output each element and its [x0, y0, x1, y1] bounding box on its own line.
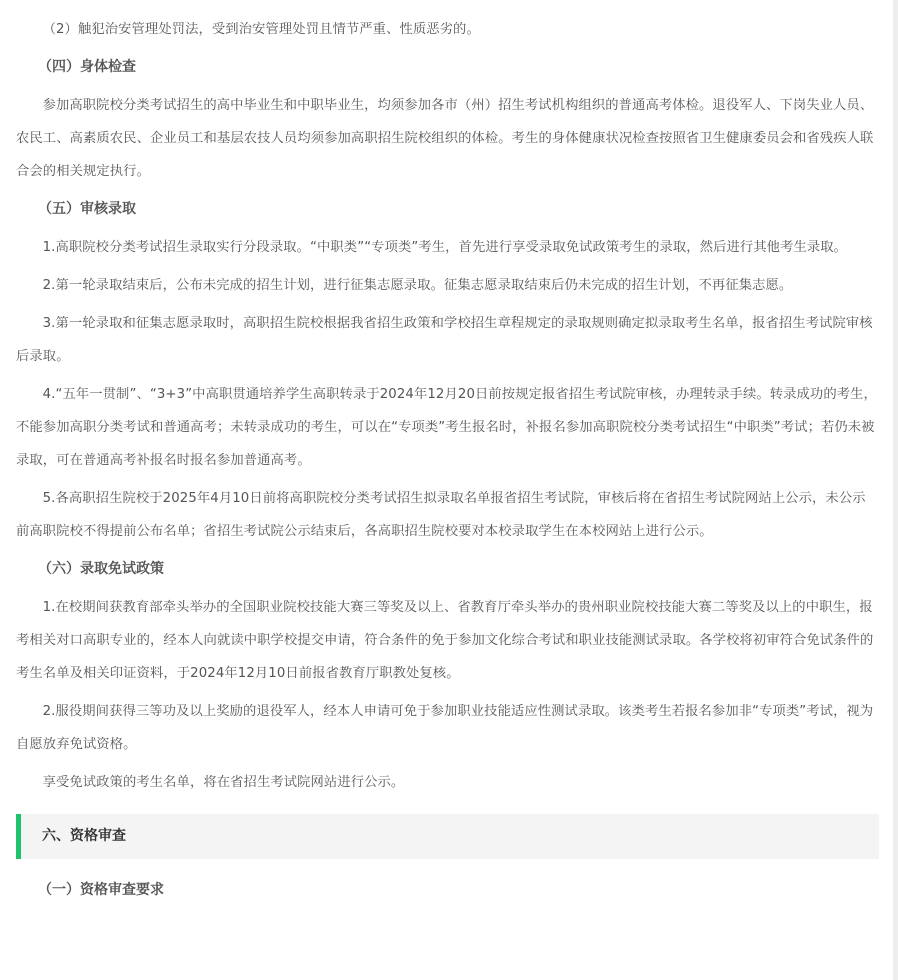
paragraph-admission-5: 5.各高职招生院校于2025年4月10日前将高职院校分类考试招生拟录取名单报省招生考试院，审核后将在省招生考试院网站上公示，未公示前高职院校不得提前公布名单；省招生考试院公示结束后，各高职招生院校要对本校录取学生在本校网站上进行公示。	[16, 491, 866, 539]
scrollbar-track	[893, 0, 898, 980]
paragraph-public-security: （2）触犯治安管理处罚法，受到治安管理处罚且情节严重、性质恶劣的。	[42, 22, 480, 37]
subheading-physical-exam: （四）身体检查	[38, 59, 136, 75]
paragraph-admission-4: 4.“五年一贯制”、“3+3”中高职贯通培养学生高职转录于2024年12月20日前按规定报省招生考试院审核，办理转录手续。转录成功的考生，不能参加高职分类考试和普通高考；未转录成功的考生，可以在“专项类”考生报名时，补报名参加高职院校分类考试招生“中职类”考试；若仍未被录取，可在普通高考补报名时报名参加普通高考。	[16, 387, 877, 468]
subheading-exemption: （六）录取免试政策	[38, 561, 164, 577]
subheading-review-admission: （五）审核录取	[38, 201, 136, 217]
subheading-qualification-requirements: （一）资格审查要求	[38, 882, 164, 898]
paragraph-physical-exam: 参加高职院校分类考试招生的高中毕业生和中职毕业生，均须参加各市（州）招生考试机构组织的普通高考体检。退役军人、下岗失业人员、农民工、高素质农民、企业员工和基层农技人员均须参加高职招生院校组织的体检。考生的身体健康状况检查按照省卫生健康委员会和省残疾人联合会的相关规定执行。	[16, 98, 874, 179]
section-accent-bar	[16, 814, 21, 859]
paragraph-admission-2: 2.第一轮录取结束后，公布未完成的招生计划，进行征集志愿录取。征集志愿录取结束后仍未完成的招生计划，不再征集志愿。	[42, 278, 793, 293]
paragraph-exemption-1: 1.在校期间获教育部牵头举办的全国职业院校技能大赛三等奖及以上、省教育厅牵头举办的贵州职业院校技能大赛二等奖及以上的中职生，报考相关对口高职专业的，经本人向就读中职学校提交申请，符合条件的免于参加文化综合考试和职业技能测试录取。各学校将初审符合免试条件的考生名单及相关印证资料，于2024年12月10日前报省教育厅职教处复核。	[16, 600, 874, 681]
section-heading-qualification	[16, 814, 879, 859]
paragraph-exemption-2: 2.服役期间获得三等功及以上奖励的退役军人，经本人申请可免于参加职业技能适应性测试录取。该类考生若报名参加非“专项类”考试，视为自愿放弃免试资格。	[16, 704, 874, 752]
paragraph-admission-1: 1.高职院校分类考试招生录取实行分段录取。“中职类”“专项类”考生，首先进行享受录取免试政策考生的录取，然后进行其他考生录取。	[42, 240, 848, 255]
section-heading-label: 六、资格审查	[42, 828, 126, 844]
article-body	[16, 0, 879, 912]
paragraph-admission-3: 3.第一轮录取和征集志愿录取时，高职招生院校根据我省招生政策和学校招生章程规定的录取规则确定拟录取考生名单，报省招生考试院审核后录取。	[16, 316, 873, 364]
paragraph-exemption-3: 享受免试政策的考生名单，将在省招生考试院网站进行公示。	[42, 775, 405, 790]
